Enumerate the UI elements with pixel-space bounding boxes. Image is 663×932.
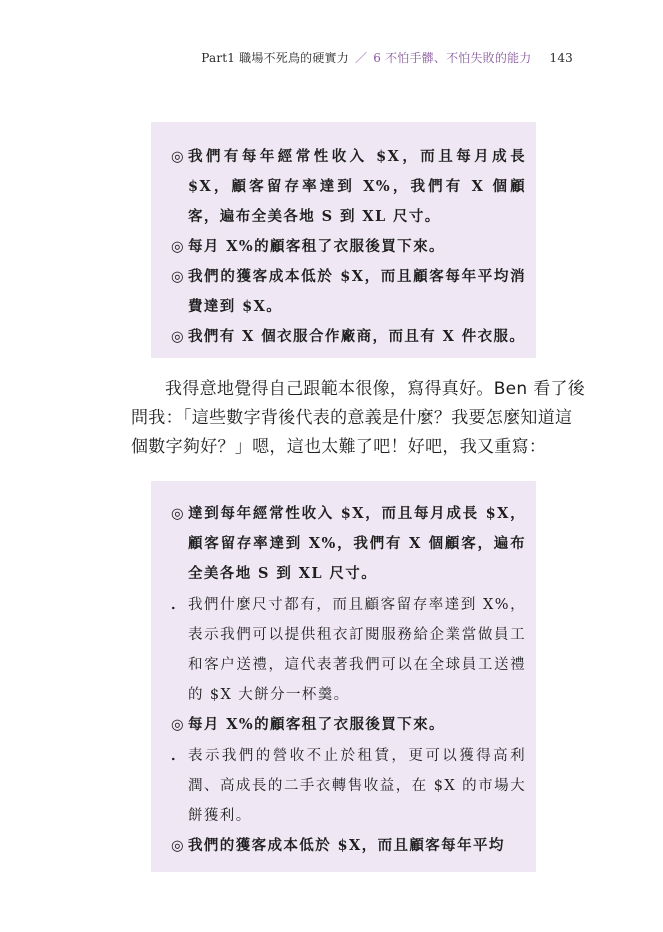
bullet-mark: ◎ bbox=[171, 148, 184, 165]
list-item bbox=[171, 499, 526, 590]
list-item-text: 我們有每年經常性收入 $X，而且每月成長 $X，顧客留存率達到 X%，我們有 X 個顧客，遍布全美各地 S 到 XL 尺寸。 bbox=[188, 148, 526, 225]
paragraph-line: 我得意地覺得自己跟範本很像，寫得真好。Ben 看了後 bbox=[165, 379, 586, 399]
page-number: 143 bbox=[549, 51, 573, 65]
list-item-note bbox=[171, 590, 526, 711]
book-title: 職場不死鳥的硬實力 bbox=[239, 51, 349, 65]
list-item bbox=[171, 142, 526, 232]
bullet-mark: ◎ bbox=[171, 268, 184, 285]
example-box-rewrite bbox=[151, 481, 536, 872]
list-item bbox=[171, 831, 526, 861]
list-item-text: 每月 X%的顧客租了衣服後買下來。 bbox=[188, 716, 445, 734]
dot-mark: ． bbox=[171, 746, 186, 764]
list-item-text: 我們什麼尺寸都有，而且顧客留存率達到 X%，表示我們可以提供租衣訂閱服務給企業當做員工和客户送禮，這代表著我們可以在全球員工送禮的 $X 大餅分一杯羹。 bbox=[188, 596, 526, 704]
part-label: Part1 bbox=[201, 51, 236, 65]
paragraph-line: 個數字夠好？」嗯，這也太難了吧！好吧，我又重寫： bbox=[131, 437, 547, 457]
list-item-note bbox=[171, 741, 526, 832]
list-item-text: 我們的獲客成本低於 $X，而且顧客每年平均消費達到 $X。 bbox=[188, 268, 526, 315]
chapter-number: 6 bbox=[373, 51, 382, 65]
dot-mark: ． bbox=[171, 595, 186, 613]
running-header bbox=[201, 49, 573, 66]
example-box-first-draft bbox=[151, 122, 536, 358]
bullet-mark: ◎ bbox=[171, 716, 184, 734]
body-paragraph bbox=[131, 375, 586, 462]
chapter-title: 不怕手髒、不怕失敗的能力 bbox=[385, 51, 532, 65]
paragraph-line: 問我：「這些數字背後代表的意義是什麼？我要怎麼知道這 bbox=[131, 408, 573, 428]
list-item-text: 我們有 X 個衣服合作廠商，而且有 X 件衣服。 bbox=[188, 328, 526, 345]
list-item-text: 表示我們的營收不止於租賃，更可以獲得高利潤、高成長的二手衣轉售收益，在 $X 的市場大餅獲利。 bbox=[188, 747, 526, 825]
list-item bbox=[171, 710, 526, 740]
list-item bbox=[171, 262, 526, 322]
bullet-mark: ◎ bbox=[171, 837, 184, 855]
bullet-mark: ◎ bbox=[171, 328, 184, 345]
list-item-text: 我們的獲客成本低於 $X，而且顧客每年平均 bbox=[188, 837, 505, 855]
list-item bbox=[171, 232, 526, 262]
list-item bbox=[171, 322, 526, 352]
list-item-text: 達到每年經常性收入 $X，而且每月成長 $X，顧客留存率達到 X%，我們有 X 個顧客，遍布全美各地 S 到 XL 尺寸。 bbox=[188, 505, 526, 583]
header-separator: ／ bbox=[354, 51, 368, 65]
list-item-text: 每月 X%的顧客租了衣服後買下來。 bbox=[188, 238, 445, 255]
bullet-mark: ◎ bbox=[171, 505, 184, 522]
bullet-mark: ◎ bbox=[171, 238, 184, 255]
